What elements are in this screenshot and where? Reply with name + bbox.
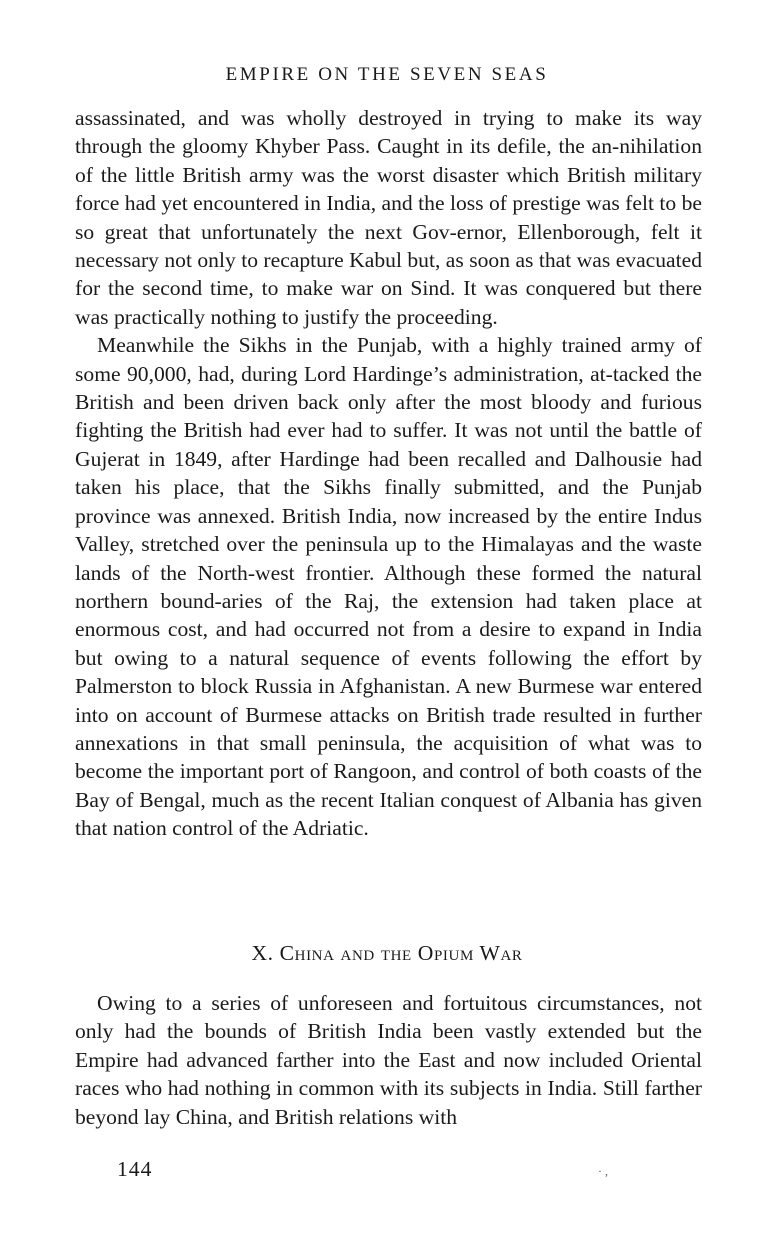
body-text-upper — [75, 104, 702, 843]
scan-speck: · , — [598, 1164, 608, 1178]
page-number: 144 — [117, 1157, 153, 1181]
paragraph: Owing to a series of unforeseen and fortuitous circumstances, not only had the bounds of British India been vastly extended but the Empire had advanced farther into the East and now included Oriental races who had nothing in common with its subjects in India. Still farther beyond lay China, and British relations with — [75, 991, 702, 1129]
paragraph: assassinated, and was wholly destroyed in trying to make its way through the gloomy Khyber Pass. Caught in its defile, the an-nihilation of the little British army was the worst disaster which British military force had yet encountered in India, and the loss of prestige was felt to be so great that unfortunately the next Gov-ernor, Ellenborough, felt it necessary not only to recapture Kabul but, as soon as that was evacuated for the second time, to make war on Sind. It was conquered but there was practically nothing to justify the proceeding. — [75, 106, 702, 329]
body-text-lower — [75, 989, 702, 1131]
section-heading — [0, 941, 774, 966]
running-title: EMPIRE ON THE SEVEN SEAS — [225, 64, 549, 85]
section-heading-text: X. China and the Opium War — [251, 941, 523, 965]
paragraph: Meanwhile the Sikhs in the Punjab, with a highly trained army of some 90,000, had, during Lord Hardinge’s administration, at-tacked the British and been driven back only after the most bloody and furious fighting the British had ever had to suffer. It was not until the battle of Gujerat in 1849, after Hardinge had been recalled and Dalhousie had taken his place, that the Sikhs finally submitted, and the Punjab province was annexed. British India, now increased by the entire Indus Valley, stretched over the peninsula up to the Himalayas and the waste lands of the North-west frontier. Although these formed the natural northern bound-aries of the Raj, the extension had taken place at enormous cost, and had occurred not from a desire to expand in India but owing to a natural sequence of events following the effort by Palmerston to block Russia in Afghanistan. A new Burmese war entered into on account of Burmese attacks on British trade resulted in further annexations in that small peninsula, the acquisition of what was to become the important port of Rangoon, and control of both coasts of the Bay of Bengal, much as the recent Italian conquest of Albania has given that nation control of the Adriatic. — [75, 333, 702, 841]
